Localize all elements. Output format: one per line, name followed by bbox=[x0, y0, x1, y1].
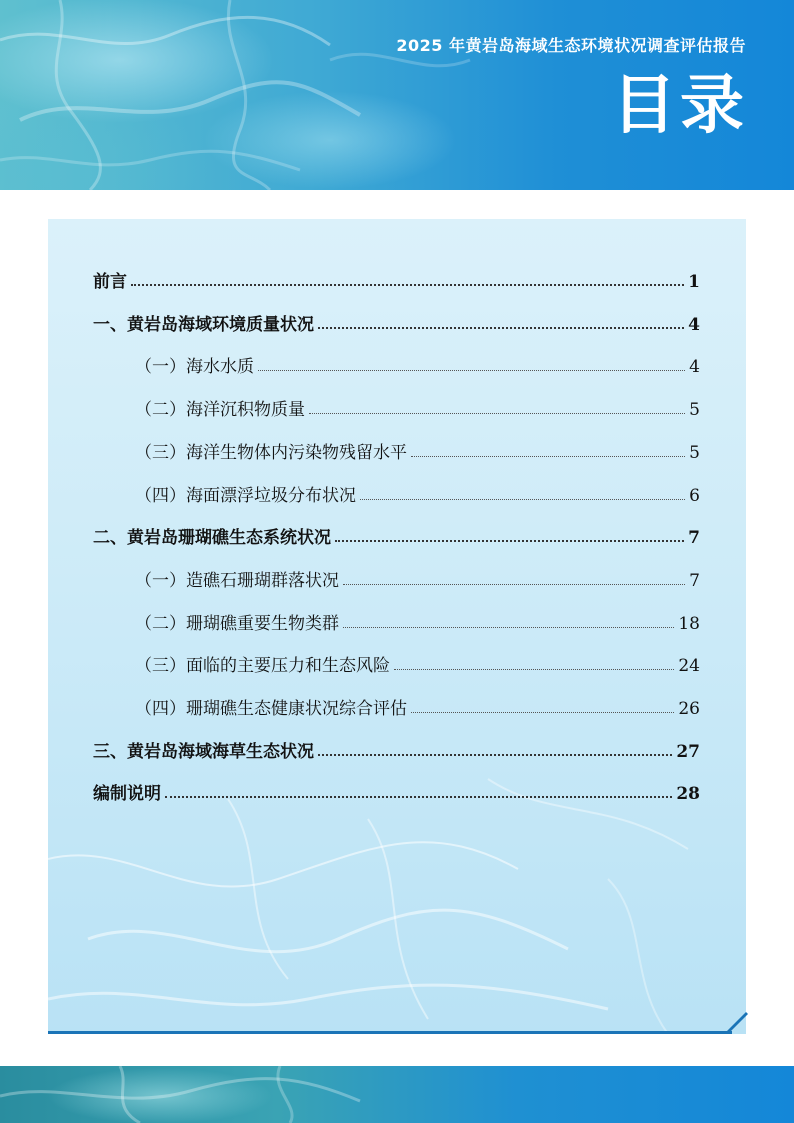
toc-page-number: 6 bbox=[689, 486, 700, 506]
toc-entry[interactable] bbox=[93, 778, 700, 804]
toc-entry[interactable] bbox=[93, 266, 700, 292]
toc-entry[interactable] bbox=[93, 309, 700, 335]
toc-dot-leader bbox=[394, 669, 674, 670]
page-title: 目录 bbox=[612, 69, 748, 143]
toc-entry-label: 编制说明 bbox=[93, 784, 161, 804]
toc-entry-label: 一、黄岩岛海域环境质量状况 bbox=[93, 315, 314, 335]
toc-dot-leader bbox=[258, 370, 685, 371]
toc-entry-label: 前言 bbox=[93, 272, 127, 292]
toc-page-number: 1 bbox=[688, 272, 700, 292]
toc-entry-label: （一）造礁石珊瑚群落状况 bbox=[135, 571, 339, 591]
toc-page-number: 5 bbox=[689, 443, 700, 463]
toc-page-number: 27 bbox=[676, 742, 700, 762]
toc-page-number: 7 bbox=[688, 528, 700, 548]
toc-page-number: 5 bbox=[689, 400, 700, 420]
toc-entry-label: 二、黄岩岛珊瑚礁生态系统状况 bbox=[93, 528, 331, 548]
toc-entry-label: （二）海洋沉积物质量 bbox=[135, 400, 305, 420]
toc-entry[interactable] bbox=[135, 480, 700, 506]
toc-entry[interactable] bbox=[135, 351, 700, 377]
toc-page-number: 4 bbox=[689, 357, 700, 377]
toc-dot-leader bbox=[318, 754, 672, 756]
toc-entry-label: （三）海洋生物体内污染物残留水平 bbox=[135, 443, 407, 463]
toc-entry-label: （二）珊瑚礁重要生物类群 bbox=[135, 614, 339, 634]
toc-dot-leader bbox=[309, 413, 685, 414]
toc-dot-leader bbox=[318, 327, 684, 329]
toc-page-number: 7 bbox=[689, 571, 700, 591]
toc-entry[interactable] bbox=[135, 608, 700, 634]
toc-dot-leader bbox=[343, 627, 674, 628]
panel-bottom-border bbox=[48, 1031, 732, 1034]
toc-dot-leader bbox=[165, 796, 672, 798]
toc-entry-label: （三）面临的主要压力和生态风险 bbox=[135, 656, 390, 676]
toc-page-number: 26 bbox=[678, 699, 700, 719]
toc-dot-leader bbox=[411, 712, 674, 713]
toc-entry[interactable] bbox=[93, 522, 700, 548]
toc-entry[interactable] bbox=[135, 565, 700, 591]
toc-entry-label: （四）珊瑚礁生态健康状况综合评估 bbox=[135, 699, 407, 719]
toc-entry[interactable] bbox=[135, 693, 700, 719]
toc-page-number: 24 bbox=[678, 656, 700, 676]
toc-dot-leader bbox=[343, 584, 685, 585]
toc-dot-leader bbox=[335, 540, 684, 542]
toc-entry[interactable] bbox=[135, 437, 700, 463]
footer-banner bbox=[0, 1066, 794, 1123]
toc-entry-label: （四）海面漂浮垃圾分布状况 bbox=[135, 486, 356, 506]
toc-page-number: 4 bbox=[688, 315, 700, 335]
toc-page-number: 18 bbox=[678, 614, 700, 634]
header-banner bbox=[0, 0, 794, 190]
toc-entry[interactable] bbox=[135, 650, 700, 676]
report-subtitle: 2025 年黄岩岛海域生态环境状况调查评估报告 bbox=[396, 36, 746, 55]
toc-entry-label: 三、黄岩岛海域海草生态状况 bbox=[93, 742, 314, 762]
toc-dot-leader bbox=[131, 284, 684, 286]
toc-panel bbox=[48, 219, 746, 1034]
toc-entry-label: （一）海水水质 bbox=[135, 357, 254, 377]
toc-dot-leader bbox=[360, 499, 685, 500]
toc-entry[interactable] bbox=[93, 736, 700, 762]
toc-page-number: 28 bbox=[676, 784, 700, 804]
panel-corner-accent bbox=[724, 1012, 748, 1034]
toc-entry[interactable] bbox=[135, 394, 700, 420]
footer-caustics-decoration bbox=[0, 1066, 794, 1123]
toc-dot-leader bbox=[411, 456, 685, 457]
